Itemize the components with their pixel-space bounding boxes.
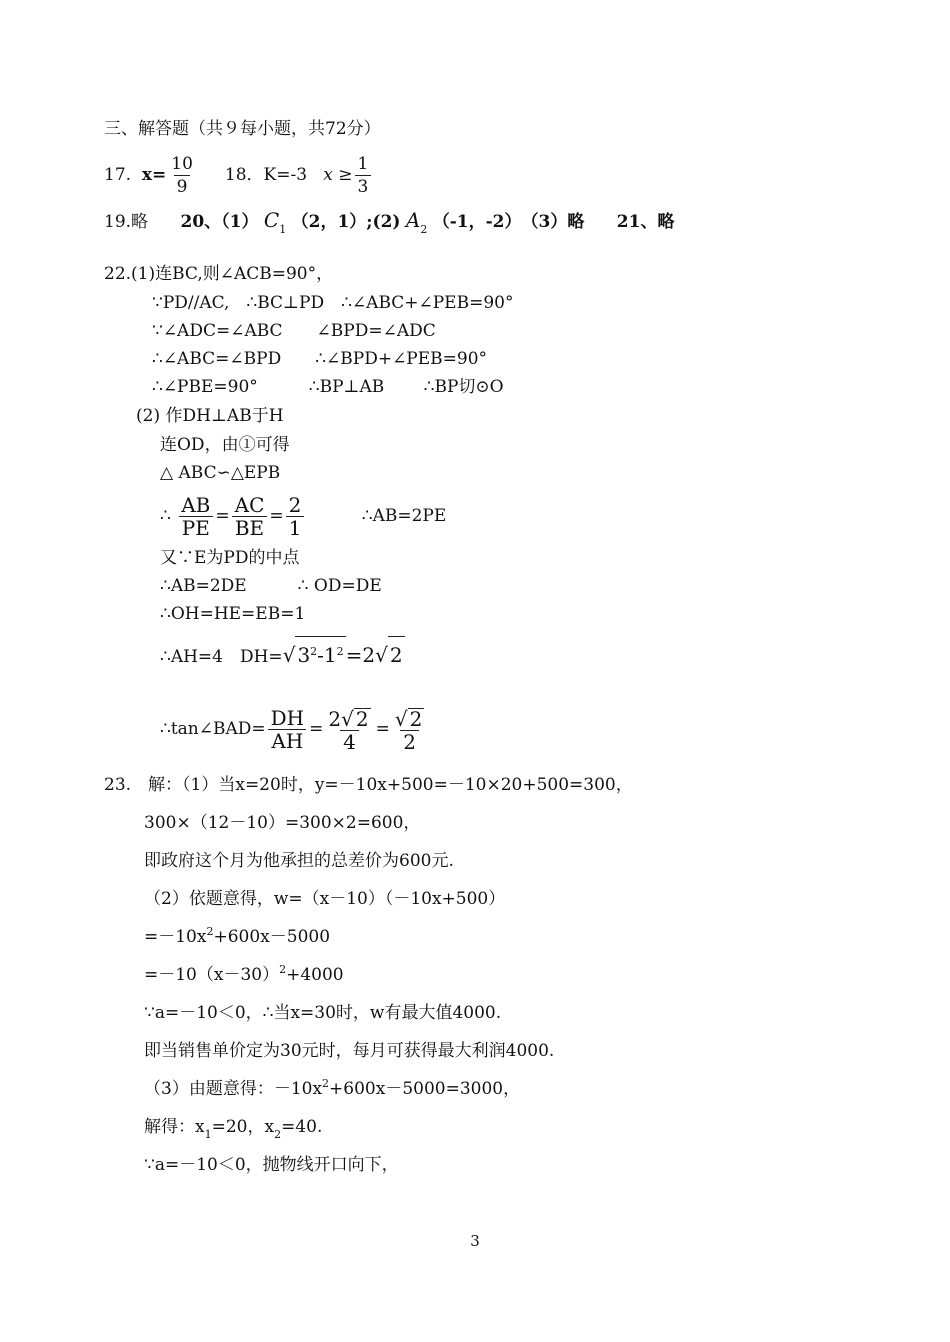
q22-line-3: ∵∠ADC=∠ABC ∠BPD=∠ADC: [152, 321, 436, 341]
q22-line-11: ∴AB=2DE ∴ OD=DE: [160, 576, 382, 596]
q23-line-9: （3）由题意得：$-10x^2+600x-5000=3000$，: [144, 1077, 521, 1099]
q22-ratio: ∴ $\frac{AB}{PE}$ = $\frac{AC}{BE}$ = $\frac{2}{1}$ ∴AB=2PE: [160, 493, 447, 540]
q22-line-7: 连OD，由①可得: [160, 435, 290, 455]
q22-line-1: 22.(1)连BC,则∠ACB=90°，: [104, 264, 334, 284]
answer-17: 17. x= $\frac{10}{9}$ 18．K=-3 x ≥ $\frac{1}{3}$: [104, 150, 373, 200]
q23-line-2: 300×（12－10）=300×2=600，: [144, 813, 421, 833]
q23-line-10: 解得：$x_1=20$，$x_2=40$.: [144, 1117, 323, 1141]
q22-line-8: △ ABC∽△EPB: [160, 463, 281, 483]
q22-line-12: ∴OH=HE=EB=1: [160, 604, 306, 624]
q23-line-7: ∵a=－10＜0，∴当x=30时，w有最大值4000.: [144, 1003, 502, 1023]
answer-19-21: 19.略 20、（1） $C_1$ （2，1）;(2) $A_2$ （-1，-2） （3）略 21、略: [104, 208, 675, 236]
q23-line-4: （2）依题意得，w=（x－10）（－10x+500）: [144, 889, 506, 909]
section-title: 三、解答题（共９每小题，共72分）: [104, 119, 381, 139]
q23-line-1: 23. 解：（1）当x=20时，y=－10x+500=－10×20+500=300，: [104, 775, 633, 795]
q22-line-4: ∴∠ABC=∠BPD ∴∠BPD+∠PEB=90°: [152, 349, 488, 369]
q23-line-5: $=-10x^2+600x-5000$: [144, 925, 331, 947]
q23-line-11: ∵a=－10＜0，抛物线开口向下，: [144, 1155, 399, 1175]
q22-line-10: 又∵E为PD的中点: [160, 548, 300, 568]
q23-line-3: 即政府这个月为他承担的总差价为600元.: [144, 851, 454, 871]
q22-line-5: ∴∠PBE=90° ∴BP⊥AB ∴BP切⊙O: [152, 377, 504, 397]
q22-line-2: ∵PD//AC, ∴BC⊥PD ∴∠ABC+∠PEB=90°: [152, 293, 514, 313]
page-number: 3: [470, 1232, 480, 1250]
q23-line-8: 即当销售单价定为30元时，每月可获得最大利润4000.: [144, 1041, 555, 1061]
q22-dh: ∴AH=4 DH=√ $3^2-1^2 =2√$ 2: [160, 636, 405, 672]
q23-line-6: $=-10(x-30)^2+4000$: [144, 963, 344, 985]
q22-tan: ∴tan∠BAD= $\frac{DH}{AH}$ = $\frac{2√ 2}{4}$ = $\frac{√ 2}{2}$: [160, 706, 423, 754]
q22-line-6: (2) 作DH⊥AB于H: [136, 406, 284, 426]
